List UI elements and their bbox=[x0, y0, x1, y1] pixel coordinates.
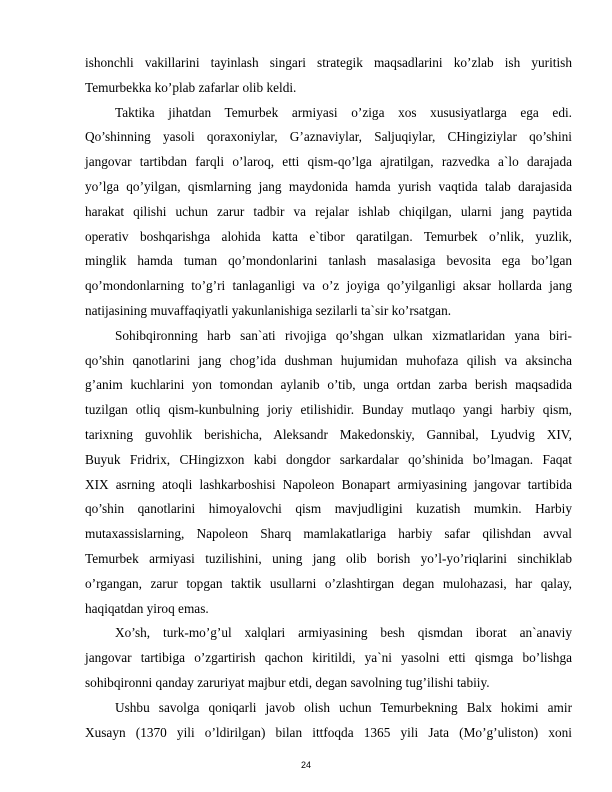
text-line: qo’mondonlarning to’g’ri tanlaganligi va o’z joyiga qo’yilganligi aksar hollarda jang bbox=[85, 278, 572, 294]
text-line: XIX asrning atoqli lashkarboshisi Napoleon Bonapart armiyasining jangovar tartibida bbox=[85, 476, 572, 492]
text-line: Sohibqironning harb san`ati rivojiga qo’shgan ulkan xizmatlaridan yana biri- bbox=[115, 327, 572, 343]
text-line: jangovar tartibdan farqli o’laroq, etti qism-qo’lga ajratilgan, razvedka a`lo darajada bbox=[85, 154, 572, 170]
text-line: Xusayn (1370 yili o’ldirilgan) bilan ittfoqda 1365 yili Jata (Mo’g’uliston) xoni bbox=[85, 724, 572, 740]
paragraph bbox=[85, 101, 572, 324]
text-line: sohibqironni qanday zaruriyat majbur etdi, degan savolning tug’ilishi tabiiy. bbox=[85, 674, 490, 690]
text-line: Temurbek armiyasi tuzilishini, uning jang olib borish yo’l-yo’riqlarini sinchiklab bbox=[85, 550, 572, 566]
text-line: o’rgangan, zarur topgan taktik usullarni o’zlashtirgan degan mulohazasi, har qalay, bbox=[85, 575, 572, 591]
text-line: operativ boshqarishga alohida katta e`tibor qaratilgan. Temurbek o’nlik, yuzlik, bbox=[85, 228, 572, 244]
text-line: haqiqatdan yiroq emas. bbox=[85, 600, 209, 616]
text-line: qo’shin qanotlarini jang chog’ida dushman hujumidan muhofaza qilish va aksincha bbox=[85, 352, 572, 368]
text-line: minglik hamda tuman qo’mondonlarini tanlash masalasiga bevosita ega bo’lgan bbox=[85, 253, 572, 269]
text-line: tarixning guvohlik berishicha, Aleksandr Makedonskiy, Gannibal, Lyudvig XIV, bbox=[85, 426, 572, 442]
text-line: Xo’sh, turk-mo’g’ul xalqlari armiyasining besh qismdan iborat an`anaviy bbox=[115, 625, 572, 641]
text-line: jangovar tartibiga o’zgartirish qachon kiritildi, ya`ni yasolni etti qismga bo’lishga bbox=[85, 650, 572, 666]
text-line: yo’lga qo’yilgan, qismlarning jang maydonida hamda yurish vaqtida talab darajasida bbox=[85, 178, 572, 194]
paragraph bbox=[85, 621, 572, 695]
page-number: 24 bbox=[300, 760, 311, 770]
text-line: g’anim kuchlarini yon tomondan aylanib o’tib, unga ortdan zarba berish maqsadida bbox=[85, 377, 572, 393]
text-line: Qo’shinning yasoli qoraxoniylar, G’aznaviylar, Saljuqiylar, CHingiziylar qo’shini bbox=[85, 129, 572, 145]
text-line: tuzilgan otliq qism-kunbulning joriy etilishidir. Bunday mutlaqo yangi harbiy qism, bbox=[85, 402, 572, 418]
paragraph bbox=[85, 696, 572, 746]
text-line: harakat qilishi uchun zarur tadbir va rejalar ishlab chiqilgan, ularni jang paytida bbox=[85, 203, 572, 219]
text-line: ishonchli vakillarini tayinlash singari strategik maqsadlarini ko’zlab ish yuritish bbox=[85, 55, 572, 70]
text-line: qo’shin qanotlarini himoyalovchi qism mavjudligini kuzatish mumkin. Harbiy bbox=[85, 501, 572, 517]
document-body bbox=[85, 51, 572, 745]
text-line: Taktika jihatdan Temurbek armiyasi o’ziga xos xususiyatlarga ega edi. bbox=[115, 104, 572, 120]
paragraph bbox=[85, 324, 572, 622]
text-line: Temurbekka ko’plab zafarlar olib keldi. bbox=[85, 79, 297, 95]
text-line: Ushbu savolga qoniqarli javob olish uchun Temurbekning Balx hokimi amir bbox=[115, 699, 572, 715]
text-line: mutaxassislarning, Napoleon Sharq mamlakatlariga harbiy safar qilishdan avval bbox=[85, 526, 572, 542]
text-line: natijasining muvaffaqiyatli yakunlanishiga sezilarli ta`sir ko’rsatgan. bbox=[85, 302, 452, 318]
paragraph bbox=[85, 51, 572, 101]
text-line: Buyuk Fridrix, CHingizxon kabi dongdor sarkardalar qo’shinida bo’lmagan. Faqat bbox=[85, 451, 572, 467]
